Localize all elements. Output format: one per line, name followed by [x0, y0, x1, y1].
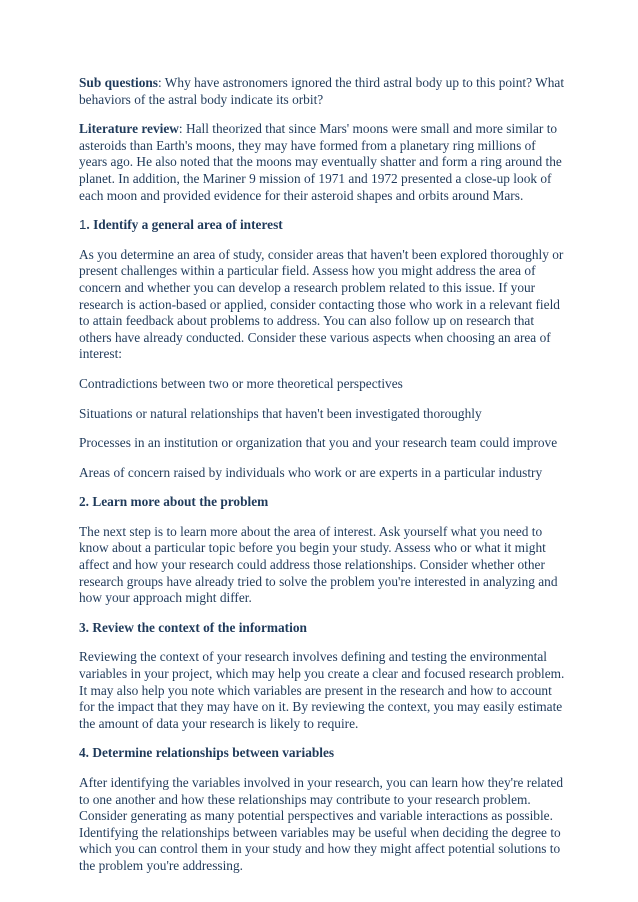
section-4-heading: 4. Determine relationships between variables	[79, 745, 335, 761]
literature-review-text: : Hall theorized that since Mars' moons were small and more similar to asteroids than Earth's moons, they may have formed from a planetary ring millions of years ago. He also noted that the moons may eventually shatter and form a ring around the planet. In addition, the Mariner 9 mission of 1971 and 1972 presented a close-up look of each moon and provided evidence for their asteroid shapes and orbits around Mars.	[79, 121, 562, 203]
interest-item: Processes in an institution or organization that you and your research team could improve	[79, 435, 558, 451]
section-4-body: After identifying the variables involved in your research, you can learn how they're related to one another and how these relationships may contribute to your research problem. Consider generating as many potential perspectives and variable interactions as possible. Identifying the relationships between variables may be useful when deciding the degree to which you can control them in your study and how they might affect potential solutions to the problem you're addressing.	[79, 775, 564, 873]
section-3-body: Reviewing the context of your research involves defining and testing the environmental variables in your project, which may help you create a clear and focused research problem. It may also help you note which variables are present in the research and how to account for the impact that they may have on it. By reviewing the context, you may easily estimate the amount of data your research is likely to require.	[79, 649, 565, 731]
sub-questions-paragraph	[79, 75, 565, 108]
section-2-body: The next step is to learn more about the area of interest. Ask yourself what you need to know about a particular topic before you begin your study. Assess who or what it might affect and how your research could address those relationships. Consider whether other research groups have already tried to solve the problem you're interested in analyzing and how your approach might differ.	[79, 523, 558, 606]
document-page	[79, 75, 565, 888]
interest-item: Contradictions between two or more theoretical perspectives	[79, 375, 403, 391]
section-1-body: As you determine an area of study, consider areas that haven't been explored thoroughly or present challenges within a particular field. Assess how you might address the area of concern and whether you can develop a research problem related to this issue. If your research is action-based or applied, consider contacting those who work in a relevant field to attain feedback about problems to address. You can also follow up on research that others have already conducted. Consider these various aspects when choosing an area of interest:	[79, 246, 564, 362]
interest-item: Areas of concern raised by individuals who work or are experts in a particular industry	[79, 464, 543, 480]
sub-questions-label: Sub questions	[79, 75, 158, 90]
sub-questions-text: : Why have astronomers ignored the third astral body up to this point? What behaviors of the astral body indicate its orbit?	[79, 75, 565, 107]
section-1-number: 1	[79, 217, 87, 233]
section-1-title: . Identify a general area of interest	[86, 217, 283, 233]
section-3-heading: 3. Review the context of the information	[79, 619, 307, 635]
literature-review-label: Literature review	[79, 121, 179, 137]
literature-review-paragraph	[79, 121, 565, 204]
section-2-heading: 2. Learn more about the problem	[79, 494, 269, 510]
interest-item: Situations or natural relationships that haven't been investigated thoroughly	[79, 405, 482, 421]
section-1-heading	[79, 217, 565, 234]
